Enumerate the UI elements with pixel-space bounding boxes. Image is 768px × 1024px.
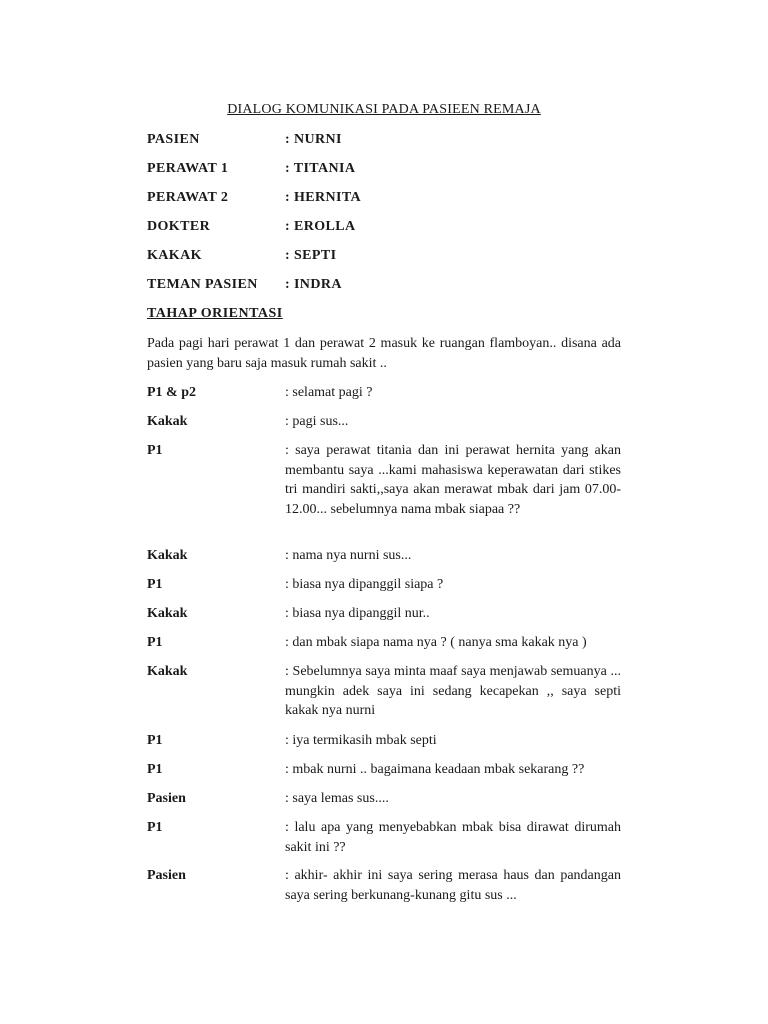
dialog-speaker: P1 & p2 [147,385,196,400]
dialog-speaker: P1 [147,762,163,777]
cast-role: KAKAK [147,248,202,263]
cast-row-perawat-2 [147,190,362,206]
cast-row-teman-pasien [147,277,342,293]
cast-role: DOKTER [147,219,211,234]
dialog-speaker: Pasien [147,868,186,883]
dialog-text: : Sebelumnya saya minta maaf saya menjawab semuanya ... mungkin adek saya ini sedang kecapekan ,, saya septi kakak nya nurni [285,664,621,718]
dialog-speaker: P1 [147,635,163,650]
dialog-line [147,789,621,809]
dialog-text: : saya lemas sus.... [285,791,389,806]
dialog-line [147,866,621,905]
dialog-speaker: P1 [147,577,163,592]
dialog-line [147,441,621,519]
dialog-text: : biasa nya dipanggil siapa ? [285,577,444,592]
dialog-text: : mbak nurni .. bagaimana keadaan mbak sekarang ?? [285,762,585,777]
dialog-line [147,412,621,432]
cast-row-kakak [147,248,337,264]
section-title: TAHAP ORIENTASI [147,306,283,321]
dialog-speaker: Kakak [147,414,188,429]
cast-name: : HERNITA [285,190,362,205]
dialog-line [147,546,621,566]
cast-role: PERAWAT 1 [147,161,229,176]
dialog-speaker: Kakak [147,664,188,679]
dialog-text: : lalu apa yang menyebabkan mbak bisa dirawat dirumah sakit ini ?? [285,820,621,855]
dialog-text: : akhir- akhir ini saya sering merasa haus dan pandangan saya sering berkunang-kunang gitu sus ... [285,868,621,903]
dialog-text: : biasa nya dipanggil nur.. [285,606,430,621]
dialog-speaker: Kakak [147,606,188,621]
dialog-speaker: P1 [147,820,163,835]
dialog-line [147,575,621,595]
dialog-line [147,604,621,624]
dialog-speaker: Kakak [147,548,188,563]
dialog-text: : saya perawat titania dan ini perawat hernita yang akan membantu saya ...kami mahasiswa keperawatan dari stikes tri mandiri sakti,,saya akan merawat mbak dari jam 07.00- 12.00... sebelumnya nama mbak siapaa ?? [285,443,621,517]
cast-name: : SEPTI [285,248,337,263]
dialog-line [147,760,621,780]
dialog-line [147,662,621,721]
document-title: DIALOG KOMUNIKASI PADA PASIEEN REMAJA [227,102,541,117]
dialog-line [147,383,621,403]
cast-role: PASIEN [147,132,200,147]
intro-paragraph: Pada pagi hari perawat 1 dan perawat 2 masuk ke ruangan flamboyan.. disana ada pasien yang baru saja masuk rumah sakit .. [147,336,621,371]
dialog-text: : selamat pagi ? [285,385,373,400]
cast-row-perawat-1 [147,161,356,177]
dialog-text: : iya termikasih mbak septi [285,733,437,748]
dialog-line [147,633,621,653]
dialog-line [147,731,621,751]
cast-name: : NURNI [285,132,342,147]
dialog-text: : pagi sus... [285,414,349,429]
dialog-line [147,818,621,857]
cast-row-pasien [147,132,342,148]
cast-name: : TITANIA [285,161,356,176]
dialog-text: : dan mbak siapa nama nya ? ( nanya sma kakak nya ) [285,635,587,650]
cast-name: : EROLLA [285,219,356,234]
dialog-speaker: P1 [147,733,163,748]
cast-role: TEMAN PASIEN [147,277,258,292]
cast-row-dokter [147,219,356,235]
cast-role: PERAWAT 2 [147,190,229,205]
dialog-speaker: P1 [147,443,163,458]
dialog-speaker: Pasien [147,791,186,806]
cast-name: : INDRA [285,277,342,292]
dialog-text: : nama nya nurni sus... [285,548,412,563]
